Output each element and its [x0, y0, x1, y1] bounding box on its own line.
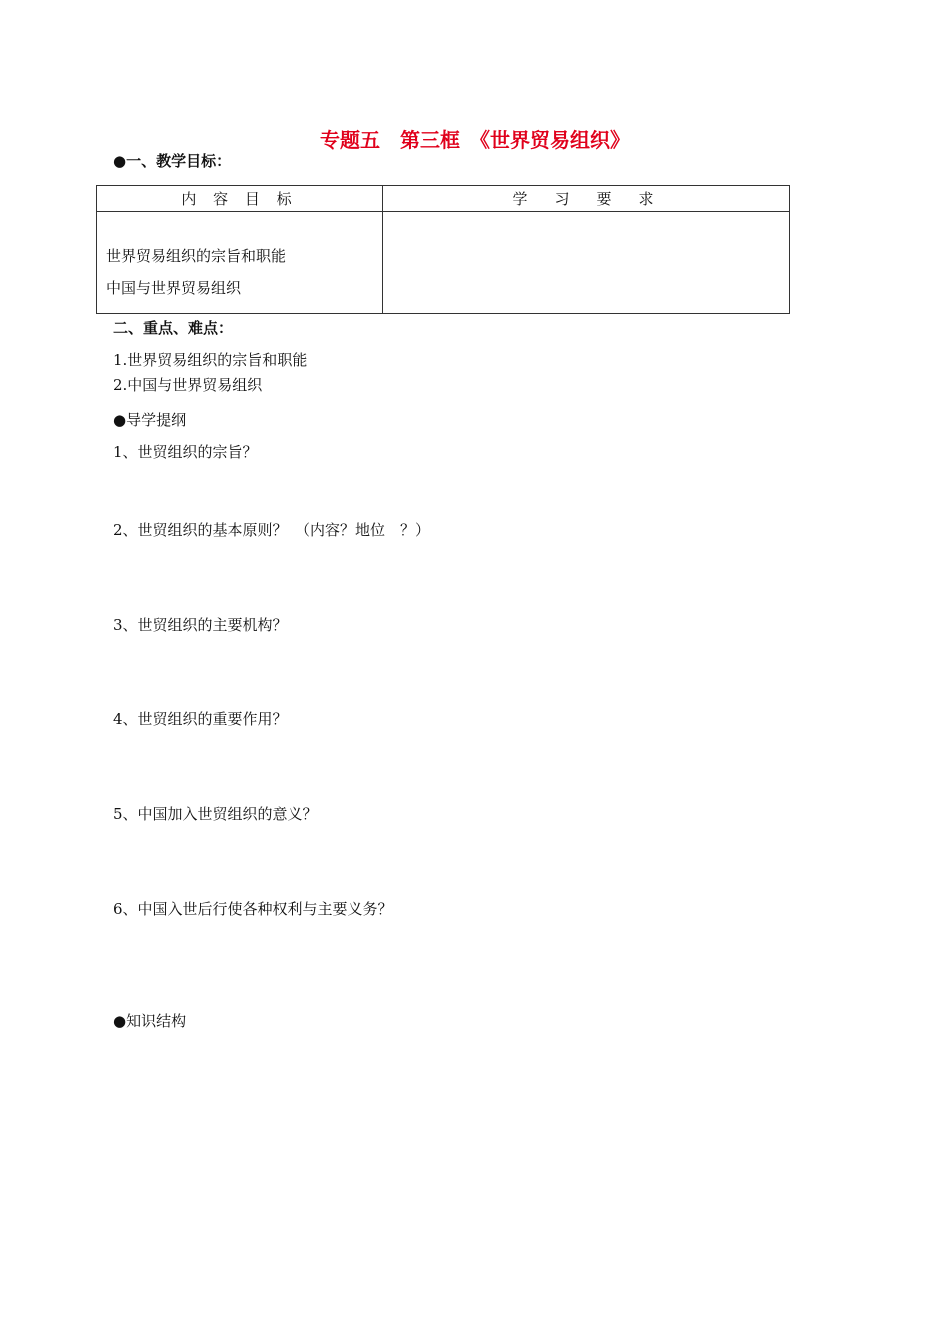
question-item: 5、中国加入世贸组织的意义？	[113, 805, 318, 823]
question-item: 2、世贸组织的基本原则？ （内容？地位 ？）	[113, 521, 431, 539]
goals-table-header-row	[97, 186, 790, 212]
content-goals-cell	[97, 212, 383, 314]
header-learning-requirements: 学 习 要 求	[383, 186, 790, 212]
section-teaching-goals-heading: ●一、教学目标：	[113, 152, 232, 170]
question-item: 1、世贸组织的宗旨？	[113, 443, 258, 461]
content-goal-item: 世界贸易组织的宗旨和职能	[106, 247, 287, 265]
question-item: 4、世贸组织的重要作用？	[113, 710, 288, 728]
header-content-goals: 内 容 目 标	[97, 186, 383, 212]
key-point-item: 1.世界贸易组织的宗旨和职能	[113, 351, 308, 369]
guide-outline-heading: ●导学提纲	[113, 411, 187, 429]
content-goal-item: 中国与世界贸易组织	[106, 279, 242, 297]
question-item: 3、世贸组织的主要机构？	[113, 616, 288, 634]
knowledge-structure-heading: ●知识结构	[113, 1012, 187, 1030]
goals-table-row	[97, 212, 790, 314]
page-title: 专题五 第三框 《世界贸易组织》	[320, 128, 630, 152]
learning-requirements-cell	[383, 212, 790, 314]
section-key-points-heading: 二、重点、难点：	[113, 319, 234, 337]
goals-table	[96, 185, 790, 314]
key-point-item: 2.中国与世界贸易组织	[113, 376, 263, 394]
question-item: 6、中国入世后行使各种权利与主要义务？	[113, 900, 393, 918]
